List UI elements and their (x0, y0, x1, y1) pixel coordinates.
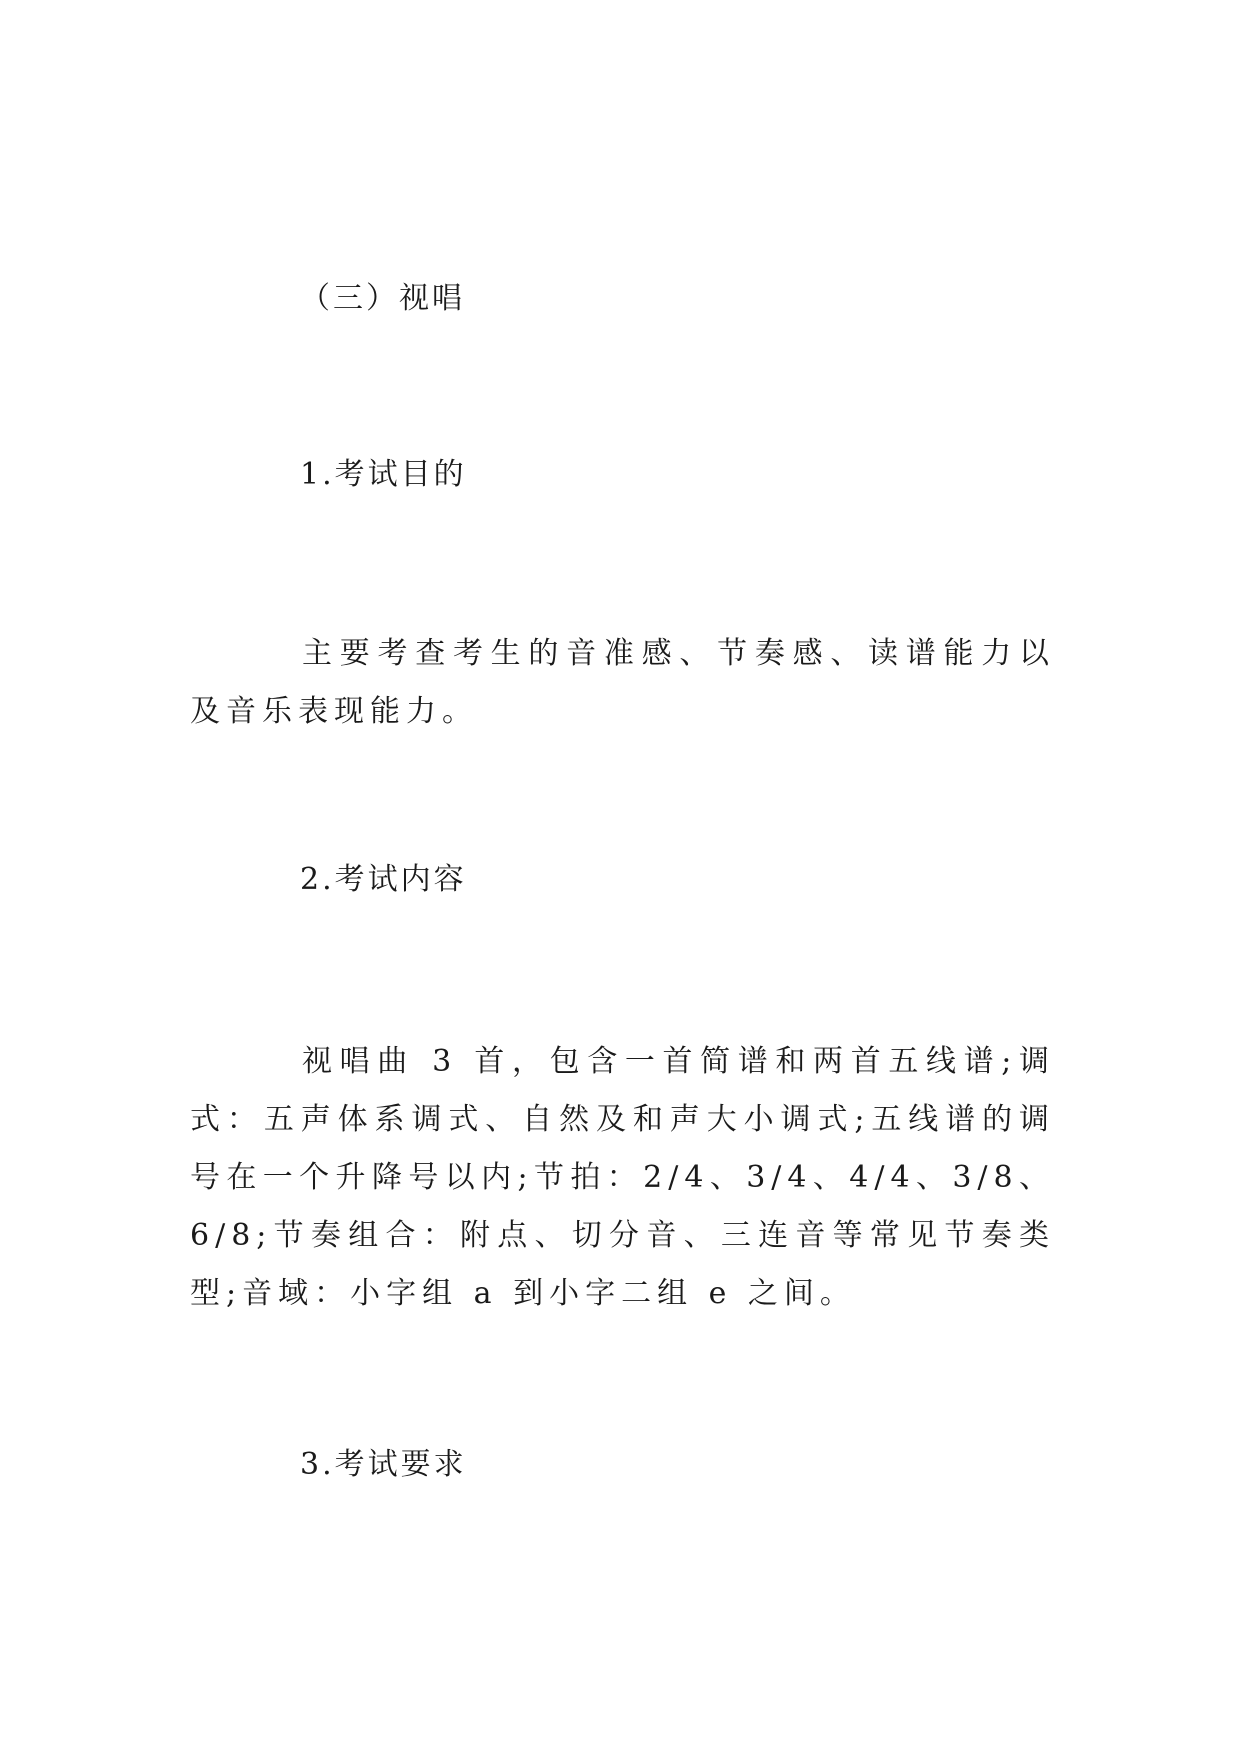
requirements-heading: 3.考试要求 (300, 1447, 467, 1482)
purpose-paragraph: 主要考查考生的音准感、节奏感、读谱能力以及音乐表现能力。 (190, 636, 1055, 729)
section-title: （三）视唱 (300, 281, 465, 316)
content-paragraph: 视唱曲 3 首，包含一首简谱和两首五线谱;调式：五声体系调式、自然及和声大小调式;五线谱的调号在一个升降号以内;节拍：2/4、3/4、4/4、3/8、6/8;节奏组合：附点、切分音、三连音等常见节奏类型;音域：小字组 a 到小字二组 e 之间。 (190, 1044, 1055, 1311)
purpose-heading: 1.考试目的 (300, 457, 467, 492)
content-heading: 2.考试内容 (300, 862, 467, 897)
